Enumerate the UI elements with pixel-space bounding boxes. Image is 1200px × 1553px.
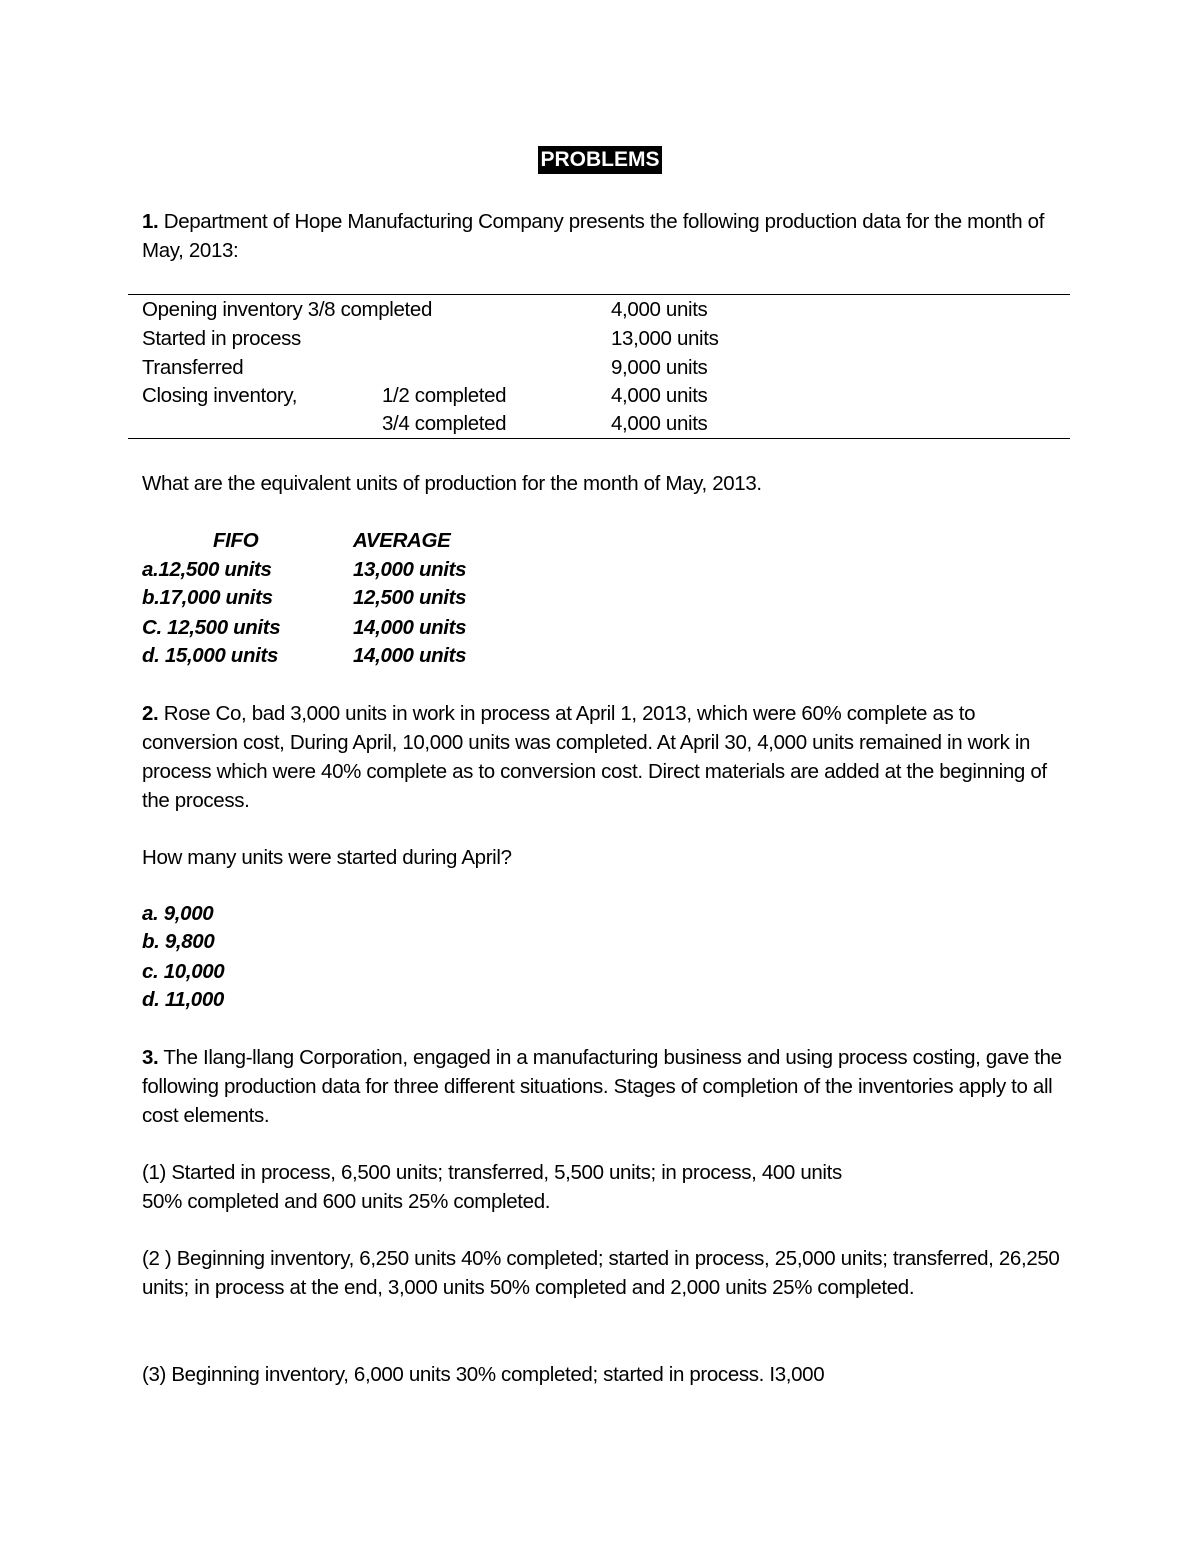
situation-2: (2 ) Beginning inventory, 6,250 units 40% completed; started in process, 25,000 units; transferred, 26,250 units; in process at the end, 3,000 units 50% completed and 2,000 units 25% completed. bbox=[142, 1247, 1065, 1299]
row-label: Transferred bbox=[142, 356, 244, 379]
fifo-choice: C. 12,500 units bbox=[142, 616, 281, 639]
row-label: Opening inventory 3/8 completed bbox=[142, 298, 433, 321]
average-choice: 12,500 units bbox=[353, 586, 467, 609]
average-header: AVERAGE bbox=[353, 529, 451, 552]
option-c: c. 10,000 bbox=[142, 960, 225, 983]
problem-1-text: Department of Hope Manufacturing Company presents the following production data for the month of May, 2013: bbox=[142, 210, 1050, 262]
fifo-choice: d. 15,000 units bbox=[142, 644, 279, 667]
option-a: a. 9,000 bbox=[142, 902, 214, 925]
problem-3-text: The Ilang-llang Corporation, engaged in a manufacturing business and using process costing, gave the following production data for three different situations. Stages of completion of the inventories apply to all cost elements. bbox=[142, 1046, 1068, 1127]
option-d: d. 11,000 bbox=[142, 988, 224, 1011]
fifo-choice: b.17,000 units bbox=[142, 586, 273, 609]
problem-3-statement bbox=[142, 1043, 1072, 1130]
table-row bbox=[142, 295, 1062, 324]
fifo-choice: a.12,500 units bbox=[142, 558, 272, 581]
row-label: Started in process bbox=[142, 327, 301, 350]
situation-3: (3) Beginning inventory, 6,000 units 30% completed; started in process. I3,000 bbox=[142, 1363, 825, 1386]
average-choice: 14,000 units bbox=[353, 616, 467, 639]
problem-3-number: 3. bbox=[142, 1046, 159, 1069]
row-value: 4,000 units bbox=[611, 384, 708, 407]
situation-1: (1) Started in process, 6,500 units; transferred, 5,500 units; in process, 400 units 50% completed and 600 units 25% completed. bbox=[142, 1161, 842, 1213]
row-label: Closing inventory, bbox=[142, 384, 298, 407]
problem-2-question: How many units were started during April? bbox=[142, 846, 512, 869]
row-value: 9,000 units bbox=[611, 356, 708, 379]
problem-1-statement bbox=[142, 207, 1072, 265]
problem-2-number: 2. bbox=[142, 702, 159, 725]
table-row bbox=[142, 324, 1062, 353]
row-sub: 3/4 completed bbox=[382, 412, 507, 435]
table-row bbox=[142, 353, 1062, 382]
average-choice: 14,000 units bbox=[353, 644, 467, 667]
row-value: 13,000 units bbox=[611, 327, 719, 350]
page-title bbox=[0, 146, 1200, 174]
title-text: PROBLEMS bbox=[538, 146, 661, 174]
table-row bbox=[142, 381, 1062, 410]
problem-2-text: Rose Co, bad 3,000 units in work in process at April 1, 2013, which were 60% complete as to conversion cost, During April, 10,000 units was completed. At April 30, 4,000 units remained in work in process which were 40% complete as to conversion cost. Direct materials are added at the beginning of the process. bbox=[142, 702, 1053, 812]
row-value: 4,000 units bbox=[611, 298, 708, 321]
problem-2-statement bbox=[142, 699, 1072, 815]
problem-1-number: 1. bbox=[142, 210, 159, 233]
table-bottom-rule bbox=[128, 438, 1070, 439]
row-value: 4,000 units bbox=[611, 412, 708, 435]
table-row bbox=[142, 409, 1062, 438]
average-choice: 13,000 units bbox=[353, 558, 467, 581]
row-sub: 1/2 completed bbox=[382, 384, 507, 407]
option-b: b. 9,800 bbox=[142, 930, 215, 953]
fifo-header: FIFO bbox=[213, 529, 259, 552]
problem-1-question: What are the equivalent units of production for the month of May, 2013. bbox=[142, 472, 762, 495]
